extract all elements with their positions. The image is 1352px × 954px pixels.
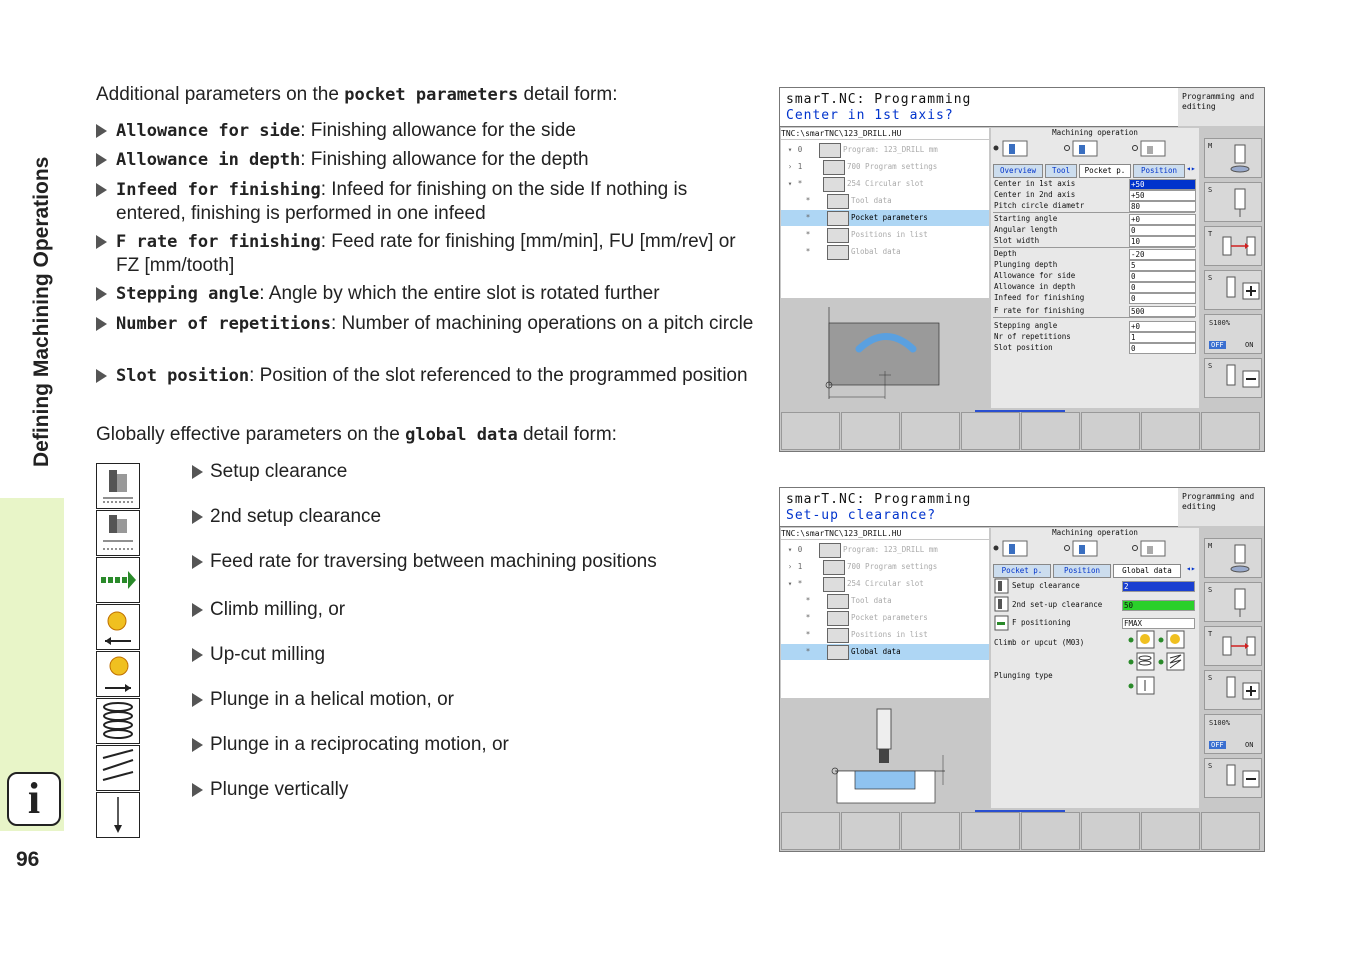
value-field[interactable]: 50 <box>1122 600 1195 611</box>
softkey-8[interactable] <box>1201 412 1260 450</box>
slot-graphic <box>781 299 989 409</box>
form-row: Climb or upcut (M03) <box>994 638 1085 647</box>
tree-item[interactable]: › 1 700 Program settings <box>781 559 989 575</box>
bullet-arrow-icon <box>96 235 107 249</box>
tree-item[interactable]: * Tool data <box>781 593 989 609</box>
intro-text: Additional parameters on the pocket parameters detail form: <box>96 84 618 105</box>
global-item: Up-cut milling <box>192 643 752 666</box>
tree-item[interactable]: * Global data <box>781 244 989 260</box>
mode-label: Programming and editing <box>1178 488 1264 526</box>
value-field[interactable]: FMAX <box>1122 618 1195 629</box>
form-row: Slot width 10 <box>994 235 1194 246</box>
value-field[interactable]: 0 <box>1129 271 1196 282</box>
up-cut-milling-icon <box>96 651 140 697</box>
bullet-arrow-icon <box>96 317 107 331</box>
softkey-2[interactable] <box>841 812 900 850</box>
bullet-arrow-icon <box>96 287 107 301</box>
form-row: F rate for finishing 500 <box>994 305 1194 316</box>
tree-item-selected[interactable]: * Pocket parameters <box>781 210 989 226</box>
feed-arrow-icon <box>96 557 140 603</box>
spindle-minus-button[interactable]: S <box>1204 758 1262 798</box>
value-field[interactable]: 1 <box>1129 332 1196 343</box>
parameter-form <box>991 128 1199 408</box>
tree-item-selected[interactable]: * Global data <box>781 644 989 660</box>
softkey-5[interactable] <box>1021 412 1080 450</box>
right-softkeys <box>1202 128 1264 408</box>
positions-icon <box>827 628 849 643</box>
reciprocating-plunge-icon <box>96 745 140 791</box>
screen-title: smarT.NC: Programming <box>786 492 972 507</box>
tab-scroll-icon[interactable]: ◂▸ <box>1186 564 1196 573</box>
softkey-7[interactable] <box>1141 812 1200 850</box>
form-row: Depth -20 <box>994 248 1194 259</box>
spindle-override-button[interactable]: S100% OFF ON <box>1204 714 1262 754</box>
clearance-graphic <box>781 699 989 809</box>
circular-slot-icon <box>823 577 845 592</box>
global-item: Plunge vertically <box>192 778 752 801</box>
tool-call-button[interactable]: T <box>1204 626 1262 666</box>
screen-title: smarT.NC: Programming <box>786 92 972 107</box>
circular-slot-icon <box>823 177 845 192</box>
bullet-arrow-icon <box>192 465 203 479</box>
value-field[interactable]: 5 <box>1129 260 1196 271</box>
global-item: Climb milling, or <box>192 598 752 621</box>
value-field[interactable]: 10 <box>1129 236 1196 247</box>
tab-global-data[interactable]: Global data <box>1113 564 1181 578</box>
form-row: Pitch circle diametr 80 <box>994 200 1194 211</box>
form-row: Nr of repetitions 1 <box>994 331 1194 342</box>
helical-plunge-icon <box>96 698 140 744</box>
softkey-3[interactable] <box>901 812 960 850</box>
form-row: Plunging depth 5 <box>994 259 1194 270</box>
softkey-4[interactable] <box>961 412 1020 450</box>
operation-title: Machining operation <box>1052 528 1138 537</box>
tool-call-button[interactable]: T <box>1204 226 1262 266</box>
tab-position[interactable]: Position <box>1133 164 1185 178</box>
bullet-item: Slot position: Position of the slot referenced to the programmed position <box>96 364 756 388</box>
global-item: 2nd setup clearance <box>192 505 752 528</box>
globe-icon <box>827 645 849 660</box>
bullet-arrow-icon <box>96 369 107 383</box>
tree-item[interactable]: * Positions in list <box>781 627 989 643</box>
softkey-4[interactable] <box>961 812 1020 850</box>
bullet-arrow-icon <box>96 153 107 167</box>
file-path: TNC:\smarTNC\123_DRILL.HU <box>781 128 989 139</box>
tree-item[interactable]: ▾ 0 Program: 123_DRILL mm <box>781 542 989 558</box>
tree-item[interactable]: › 1 700 Program settings <box>781 159 989 175</box>
spindle-minus-button[interactable]: S <box>1204 358 1262 398</box>
value-field[interactable]: +0 <box>1129 321 1196 332</box>
m-function-button[interactable]: M <box>1204 138 1262 178</box>
spindle-plus-button[interactable]: S <box>1204 670 1262 710</box>
value-field[interactable]: 0 <box>1129 225 1196 236</box>
tool-icon <box>827 194 849 209</box>
global-item: Setup clearance <box>192 460 752 483</box>
info-icon: i <box>7 772 61 826</box>
bullet-arrow-icon <box>192 693 203 707</box>
global-intro-text: Globally effective parameters on the global data detail form: <box>96 424 617 445</box>
tree-item[interactable]: ▾ * 254 Circular slot <box>781 176 989 192</box>
tab-position[interactable]: Position <box>1053 564 1111 578</box>
value-field[interactable]: +0 <box>1129 214 1196 225</box>
value-field[interactable]: 0 <box>1129 343 1196 354</box>
bullet-arrow-icon <box>192 648 203 662</box>
form-row: Center in 2nd axis +50 <box>994 189 1194 200</box>
divider <box>993 317 1195 318</box>
spindle-button[interactable]: S <box>1204 182 1262 222</box>
bullet-arrow-icon <box>96 183 107 197</box>
program-icon <box>819 543 841 558</box>
program-tree <box>781 140 989 298</box>
file-path: TNC:\smarTNC\123_DRILL.HU <box>781 528 989 539</box>
form-row: Center in 1st axis +50 <box>994 178 1194 189</box>
milling-options[interactable] <box>1127 628 1199 696</box>
form-row: F positioning FMAX <box>994 617 1194 628</box>
globe-icon <box>827 245 849 260</box>
operation-icons <box>991 538 1199 562</box>
settings-icon <box>823 560 845 575</box>
tab-scroll-icon[interactable]: ◂▸ <box>1186 164 1196 173</box>
form-row-icons <box>994 578 1010 634</box>
bullet-item: Allowance in depth: Finishing allowance for the depth <box>96 148 756 172</box>
chapter-title: Defining Machining Operations <box>30 156 53 467</box>
bullet-arrow-icon <box>96 124 107 138</box>
spindle-override-button[interactable]: S100% OFF ON <box>1204 314 1262 354</box>
global-item: Plunge in a reciprocating motion, or <box>192 733 752 756</box>
bullet-arrow-icon <box>192 555 203 569</box>
screenshot-global-data <box>779 487 1265 852</box>
softkey-2[interactable] <box>841 412 900 450</box>
operation-title: Machining operation <box>1052 128 1138 137</box>
tab-pocket-parameters[interactable]: Pocket p. <box>993 564 1051 578</box>
bullet-item: Number of repetitions: Number of machining operations on a pitch circle <box>96 312 756 336</box>
bullet-arrow-icon <box>192 738 203 752</box>
bullet-item: Allowance for side: Finishing allowance for the side <box>96 119 756 143</box>
value-field[interactable]: +50 <box>1129 179 1196 190</box>
tree-item[interactable]: ▾ 0 Program: 123_DRILL mm <box>781 142 989 158</box>
value-field[interactable]: 0 <box>1129 293 1196 304</box>
global-item: Feed rate for traversing between machining positions <box>192 550 752 573</box>
settings-icon <box>823 160 845 175</box>
tree-item[interactable]: ▾ * 254 Circular slot <box>781 576 989 592</box>
value-field[interactable]: 2 <box>1122 581 1195 592</box>
softkey-3[interactable] <box>901 412 960 450</box>
softkey-1[interactable] <box>781 412 840 450</box>
bullet-arrow-icon <box>192 783 203 797</box>
mode-label: Programming and editing <box>1178 88 1264 126</box>
screenshot-pocket-parameters <box>779 87 1265 452</box>
screen-prompt: Center in 1st axis? <box>786 108 954 123</box>
value-field[interactable]: 80 <box>1129 201 1196 212</box>
value-field[interactable]: -20 <box>1129 249 1196 260</box>
form-row: Stepping angle +0 <box>994 320 1194 331</box>
pocket-icon <box>827 211 849 226</box>
program-icon <box>819 143 841 158</box>
form-row: Infeed for finishing 0 <box>994 292 1194 303</box>
icon-column <box>96 463 140 839</box>
tab-overview[interactable]: Overview <box>993 164 1043 178</box>
tool-icon <box>827 594 849 609</box>
spindle-button[interactable]: S <box>1204 582 1262 622</box>
vertical-plunge-icon <box>96 792 140 838</box>
second-setup-clearance-icon <box>96 510 140 556</box>
softkey-row <box>780 412 1264 452</box>
screen-prompt: Set-up clearance? <box>786 508 937 523</box>
form-row: Allowance in depth 0 <box>994 281 1194 292</box>
form-row: Starting angle +0 <box>994 213 1194 224</box>
tab-pocket-parameters[interactable]: Pocket p. <box>1079 164 1131 178</box>
form-row: Slot position 0 <box>994 342 1194 353</box>
form-row: Allowance for side 0 <box>994 270 1194 281</box>
form-row: Plunging type <box>994 671 1053 680</box>
operation-icons <box>991 138 1199 162</box>
value-field[interactable]: 0 <box>1129 282 1196 293</box>
softkey-8[interactable] <box>1201 812 1260 850</box>
program-tree <box>781 540 989 698</box>
pocket-icon <box>827 611 849 626</box>
bullet-arrow-icon <box>192 510 203 524</box>
right-softkeys <box>1202 528 1264 808</box>
global-item: Plunge in a helical motion, or <box>192 688 752 711</box>
setup-clearance-icon <box>96 463 140 509</box>
softkey-6[interactable] <box>1081 812 1140 850</box>
softkey-1[interactable] <box>781 812 840 850</box>
tree-item[interactable]: * Tool data <box>781 193 989 209</box>
bullet-item: Stepping angle: Angle by which the entire slot is rotated further <box>96 282 756 306</box>
screen-header <box>780 488 1178 527</box>
spindle-plus-button[interactable]: S <box>1204 270 1262 310</box>
positions-icon <box>827 228 849 243</box>
screen-header <box>780 88 1178 127</box>
parameter-form <box>991 528 1199 808</box>
m-function-button[interactable]: M <box>1204 538 1262 578</box>
bullet-item: Infeed for finishing: Infeed for finishing on the side If nothing is entered, finishing is performed in one infeed <box>96 178 756 225</box>
softkey-6[interactable] <box>1081 412 1140 450</box>
tab-tool[interactable]: Tool <box>1045 164 1077 178</box>
softkey-5[interactable] <box>1021 812 1080 850</box>
form-row: Setup clearance 2 <box>994 580 1194 591</box>
climb-milling-icon <box>96 604 140 650</box>
page-number: 96 <box>16 848 40 871</box>
value-field[interactable]: +50 <box>1129 190 1196 201</box>
form-row: Angular length 0 <box>994 224 1194 235</box>
bullet-item: F rate for finishing: Feed rate for finishing [mm/min], FU [mm/rev] or FZ [mm/tooth] <box>96 230 756 277</box>
value-field[interactable]: 500 <box>1129 306 1196 317</box>
softkey-row <box>780 812 1264 852</box>
tree-item[interactable]: * Pocket parameters <box>781 610 989 626</box>
softkey-7[interactable] <box>1141 412 1200 450</box>
bullet-arrow-icon <box>192 603 203 617</box>
tree-item[interactable]: * Positions in list <box>781 227 989 243</box>
form-row: 2nd set-up clearance 50 <box>994 599 1194 610</box>
